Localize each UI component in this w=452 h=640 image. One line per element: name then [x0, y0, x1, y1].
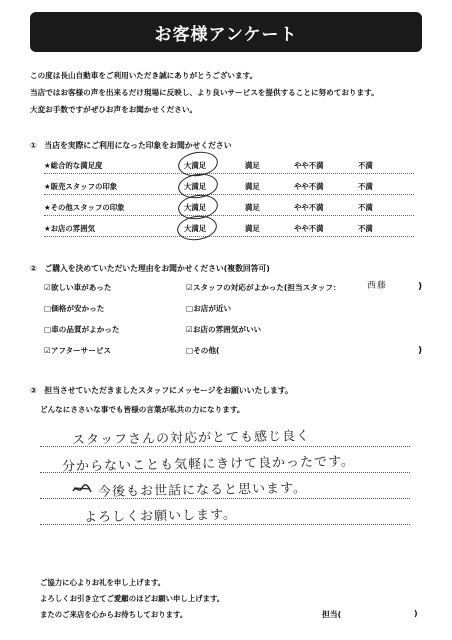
- row-divider: [44, 173, 414, 174]
- scribble-mark: [72, 480, 92, 492]
- intro-line-1: この度は長山自動車をご利用いただき誠にありがとうございます。: [30, 71, 258, 80]
- q1-option[interactable]: やや不満: [294, 203, 324, 212]
- q1-option[interactable]: 大満足: [184, 224, 207, 233]
- q1-title: ① 当店を実際にご利用になった印象をお聞かせください: [30, 141, 232, 150]
- row-divider: [44, 215, 414, 216]
- q2-choice[interactable]: [44, 324, 120, 335]
- q2-choice[interactable]: [186, 324, 261, 335]
- q1-option[interactable]: 不満: [358, 203, 373, 212]
- staff-close-paren: ): [418, 282, 423, 292]
- q1-option[interactable]: やや不満: [294, 161, 324, 170]
- q1-option[interactable]: 大満足: [184, 182, 207, 191]
- message-line-3: 今後もお世話になると思います。: [97, 481, 308, 500]
- intro-line-2: 当店ではお客様の声を出来るだけ現場に反映し、より良いサービスを提供することに努めております。: [30, 88, 379, 97]
- q1-option[interactable]: 不満: [358, 182, 373, 191]
- q3-subtitle: どんなにささいな事でも皆様の言葉が私共の力になります。: [40, 405, 245, 414]
- q1-option[interactable]: やや不満: [294, 182, 324, 191]
- q3-title: ③ 担当させていただきましたスタッフにメッセージをお願いいたします。: [30, 386, 293, 395]
- tantou-close-paren: ): [414, 609, 418, 618]
- choice-label: 欲しい車があった: [50, 283, 112, 292]
- footer-line-1: ご協力に心よりお礼を申し上げます。: [40, 578, 166, 587]
- checkbox[interactable]: □: [44, 325, 52, 334]
- q1-row-label: ★総合的な満足度: [44, 161, 103, 170]
- q1-option[interactable]: 大満足: [184, 203, 207, 212]
- choice-label: お店が近い: [193, 304, 232, 313]
- q2-choice[interactable]: [186, 303, 231, 314]
- selection-circle: [176, 213, 219, 242]
- q1-option[interactable]: 不満: [358, 224, 373, 233]
- choice-label: 価格が安かった: [51, 304, 105, 313]
- q1-row-label: ★その他スタッフの印象: [44, 203, 125, 212]
- q1-row-label: ★販売スタッフの印象: [44, 182, 118, 191]
- checkbox-checked[interactable]: ☑: [186, 283, 193, 292]
- q1-row-label: ★お店の雰囲気: [44, 224, 95, 233]
- row-divider: [44, 236, 414, 237]
- q2-choice[interactable]: [186, 345, 219, 356]
- choice-label: スタッフの対応がよかった(担当スタッフ：: [192, 283, 341, 292]
- q1-option[interactable]: やや不満: [294, 224, 324, 233]
- message-line-4: よろしくお願いします。: [83, 507, 238, 526]
- q2-choice[interactable]: [44, 345, 111, 356]
- q1-option[interactable]: 満足: [245, 182, 260, 191]
- choice-label: お店の雰囲気がいい: [192, 325, 262, 334]
- staff-name-handwritten: 西藤: [366, 280, 388, 292]
- q1-option[interactable]: 満足: [245, 224, 260, 233]
- q2-choice[interactable]: [44, 282, 112, 293]
- message-line-1: スタッフさんの対応がとても感じ良く: [71, 428, 311, 449]
- q1-option[interactable]: 不満: [358, 161, 373, 170]
- choice-label: 車の品質がよかった: [51, 325, 120, 334]
- ruled-line: [40, 498, 410, 499]
- message-line-2: 分からないことも気軽にきけて良かったです。: [61, 454, 356, 475]
- q1-option[interactable]: 満足: [245, 161, 260, 170]
- q1-option[interactable]: 満足: [245, 203, 260, 212]
- survey-title: お客様アンケート: [30, 12, 422, 52]
- choice-label: その他(: [193, 346, 220, 355]
- checkbox[interactable]: □: [186, 346, 194, 355]
- q2-title: ② ご購入を決めていただいた理由をお聞かせください(複数回答可): [30, 264, 270, 273]
- intro-line-3: 大変お手数ですがぜひお声をお聞かせください。: [30, 105, 198, 114]
- tantou-label: 担当(: [322, 610, 342, 619]
- checkbox[interactable]: □: [186, 304, 194, 313]
- choice-label: アフターサービス: [50, 346, 112, 355]
- other-close-paren: ): [418, 346, 423, 356]
- q2-choice[interactable]: [44, 303, 104, 314]
- footer-line-3: またのご来店を心からお待ちしております。: [40, 610, 188, 619]
- q2-choice[interactable]: [186, 282, 341, 293]
- q1-option[interactable]: 大満足: [184, 161, 207, 170]
- checkbox[interactable]: □: [44, 304, 52, 313]
- checkbox-checked[interactable]: ☑: [44, 283, 51, 292]
- checkbox-checked[interactable]: ☑: [186, 325, 193, 334]
- footer-line-2: よろしくお引き立てご愛顧のほどお願い申し上げます。: [40, 594, 225, 603]
- row-divider: [44, 194, 414, 195]
- checkbox-checked[interactable]: ☑: [44, 346, 51, 355]
